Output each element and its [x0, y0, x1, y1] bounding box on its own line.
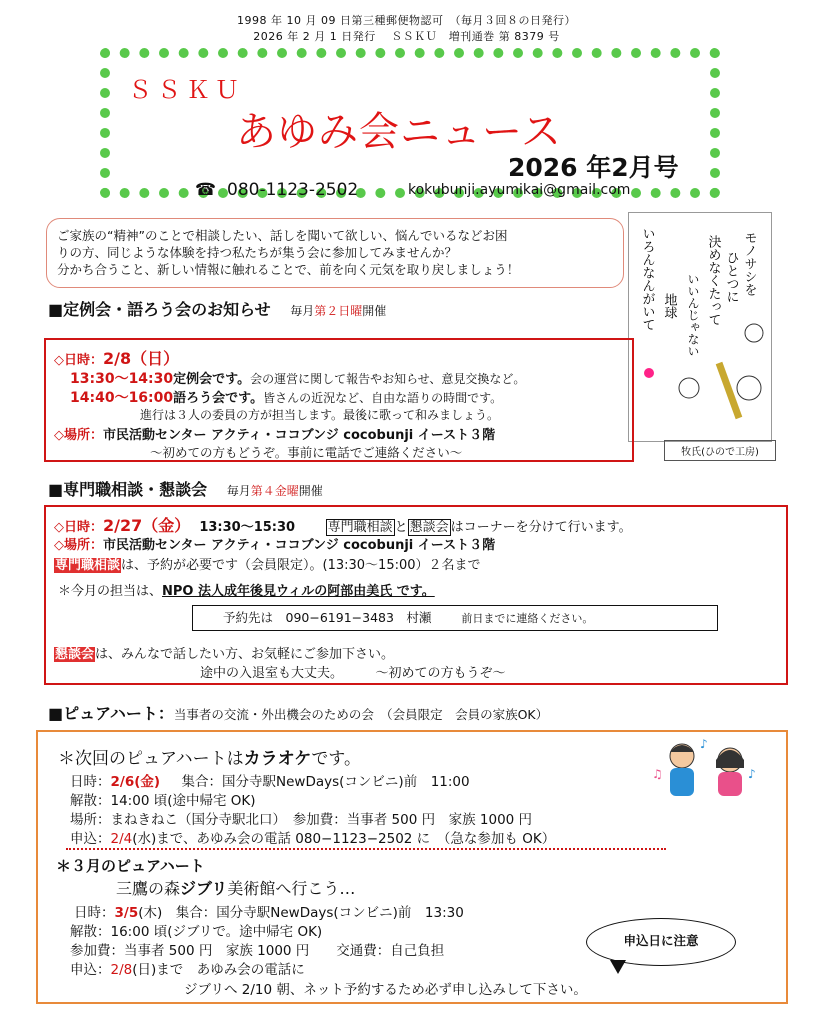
karaoke-headline-post: です。 — [311, 749, 361, 769]
section2-schedule — [227, 484, 323, 498]
phone-number: 080-1123-2502 — [227, 180, 359, 200]
issue-info-line: 2026 年 2 月 1 日発行 ＳＳＫＵ 増刊通巻 第 8379 号 — [253, 30, 560, 43]
section-divider — [66, 848, 666, 850]
section2-sub-post: 開催 — [298, 484, 323, 498]
section2-place-row — [54, 534, 495, 553]
intro-line-1: ご家族の“精神”のことで相談したい、話しを聞いて欲しい、悩んでいるなどお困 — [57, 228, 508, 243]
march-headline-post: 美術館へ行こう… — [227, 879, 356, 898]
artwork-illustration — [629, 213, 771, 441]
section1-sub-red: 第２日曜 — [314, 304, 363, 318]
march-break: 解散：16:00 頃(ジブリで。途中帰宅 OK) — [70, 924, 323, 940]
section2-tag-consult: 専門職相談 — [327, 520, 393, 535]
singers-icon — [650, 738, 760, 800]
intro-box — [46, 218, 624, 288]
issue-label: 2026 年2月号 — [508, 153, 679, 182]
section1-time1-desc: 会の運営に関して報告やお知らせ、意見交換など。 — [250, 372, 526, 386]
section1-time2: 14:40〜16:00 — [70, 390, 174, 406]
karaoke-break: 解散：14:00 頃(途中帰宅 OK) — [70, 793, 256, 809]
artwork-text-2: ひとつに — [723, 251, 739, 303]
section2-place: 市民活動センター アクティ・ココブンジ cocobunji イースト３階 — [103, 538, 496, 553]
section1-note: 進行は３人の委員の方が担当します。最後に歌って和みましょう。 — [140, 408, 500, 422]
artwork-text-3: 決めなくたって — [705, 235, 721, 326]
artwork-caption: 牧氏(ひので工房) — [664, 440, 776, 461]
intro-line-2: りの方、同じような体験を持つ私たちが集う会に参加してみませんか？ — [57, 245, 458, 260]
artwork-text-1: モノサシを — [741, 231, 757, 296]
karaoke-singers-illustration — [650, 738, 760, 800]
section2-and: と — [394, 520, 408, 535]
section1-time2-desc: 皆さんの近況など、自由な語りの時間です。 — [263, 391, 503, 405]
section2-date: 2/27（金） — [103, 516, 191, 535]
march-fee: 参加費：当事者 500 円 家族 1000 円 交通費：自己負担 — [70, 943, 445, 959]
section1-date: 2/8（日） — [103, 349, 180, 368]
calligraphy-artwork — [628, 212, 772, 442]
karaoke-date: 2/6(金) — [110, 774, 161, 790]
section2-time: 13:30〜15:30 — [199, 520, 296, 535]
karaoke-place: 場所：まねきねこ（国分寺駅北口） 参加費：当事者 500 円 家族 1000 円 — [70, 812, 533, 828]
telephone-icon: ☎ — [195, 180, 217, 200]
march-apply-label: 申込： — [70, 962, 111, 978]
section2-meeting-tag: 懇談会 — [55, 647, 95, 662]
section2-sub-pre: 毎月 — [226, 484, 251, 498]
section2-consult-text: は、予約が必要です（会員限定）。(13:30〜15:00）２名まで — [121, 558, 481, 573]
march-date: 3/5 — [114, 905, 139, 921]
section1-time2-row — [70, 387, 502, 407]
karaoke-apply-row — [70, 827, 555, 847]
section1-welcome: 〜初めての方もどうぞ。事前に電話でご連絡ください〜 — [150, 445, 463, 460]
section2-title: ■専門職相談・懇談会 — [48, 480, 208, 499]
section3-title: ■ピュアハート： — [48, 704, 174, 723]
karaoke-meeting: 集合：国分寺駅NewDays(コンビニ)前 11:00 — [181, 774, 470, 790]
march-headline-pre: 三鷹の森 — [116, 879, 181, 898]
section1-title: ■定例会・語ろう会のお知らせ — [48, 300, 271, 319]
march-note: ジブリへ 2/10 朝、ネット予約するため必ず申し込みして下さい。 — [184, 982, 587, 998]
newsletter-title: あゆみ会ニュース — [236, 109, 562, 155]
march-title: ＊３月のピュアハート — [56, 857, 205, 875]
section2-meeting-row — [54, 643, 394, 662]
section2-place-label: ◇場所： — [54, 538, 103, 553]
march-date-row — [74, 901, 464, 921]
intro-line-3: 分かち合うこと、新しい情報に触れることで、前を向く元気を取り戻しましょう！ — [57, 262, 520, 277]
march-apply-date: 2/8 — [110, 962, 133, 978]
section1-time1: 13:30〜14:30 — [70, 371, 174, 387]
section2-consult-row — [54, 554, 481, 573]
section2-staff-row — [58, 580, 435, 599]
march-date-label: 日時： — [74, 905, 115, 921]
karaoke-apply-label: 申込： — [70, 831, 111, 847]
karaoke-apply-date: 2/4 — [110, 831, 133, 847]
section1-time2-bold: 語ろう会です。 — [173, 391, 264, 406]
section1-sub-pre: 毎月 — [290, 304, 315, 318]
karaoke-date-row — [70, 770, 470, 790]
section1-place-row — [54, 424, 495, 443]
section1-time1-bold: 定例会です。 — [173, 372, 251, 387]
reservation-note: 前日までに連絡ください。 — [461, 612, 594, 625]
svg-text:♪: ♪ — [700, 738, 708, 751]
section3-heading — [48, 701, 548, 724]
email-address: kokubunji.ayumikai@gmail.com — [408, 182, 631, 198]
section2-meeting-note: 途中の入退室も大丈夫。 〜初めての方もうぞ〜 — [200, 666, 506, 681]
section1-date-row — [54, 346, 179, 369]
artwork-text-6: 地球 — [661, 293, 677, 319]
karaoke-date-label: 日時： — [70, 774, 111, 790]
postal-permit-line: 1998 年 10 月 09 日第三種郵便物認可 （毎月３回８の日発行） — [237, 14, 576, 27]
org-name: ＳＳＫＵ — [128, 76, 244, 104]
section2-date-label: ◇日時： — [54, 520, 103, 535]
march-apply-text: (日)まで あゆみ会の電話に — [132, 962, 305, 978]
section1-date-label: ◇日時： — [54, 353, 103, 368]
reservation-box — [192, 605, 718, 631]
karaoke-apply-text: (水)まで、あゆみ会の電話 080−1123−2502 に （急な参加も OK） — [132, 831, 556, 847]
deadline-callout — [586, 918, 736, 966]
section3-subtitle: 当事者の交流・外出機会のための会 （会員限定 会員の家族OK） — [173, 707, 549, 722]
karaoke-headline-bold: カラオケ — [243, 749, 312, 769]
section1-schedule — [290, 304, 386, 318]
march-headline — [116, 876, 355, 899]
phone-row — [195, 180, 358, 200]
march-meeting: (木) 集合：国分寺駅NewDays(コンビニ)前 13:30 — [138, 905, 464, 921]
section2-date-row — [54, 513, 632, 536]
ruler-doodle — [719, 363, 739, 418]
section2-sub-red: 第４金曜 — [250, 484, 299, 498]
section2-staff: NPO 法人成年後見ウィルの阿部由美氏 です。 — [162, 584, 435, 599]
section1-sub-post: 開催 — [362, 304, 387, 318]
face-doodle — [679, 378, 699, 398]
section2-consult-tag: 専門職相談 — [55, 558, 121, 573]
section2-tag-meeting: 懇談会 — [409, 520, 449, 535]
section1-place: 市民活動センター アクティ・ココブンジ cocobunji イースト３階 — [103, 428, 496, 443]
karaoke-headline-pre: ＊次回のピュアハートは — [58, 749, 244, 769]
svg-text:♪: ♪ — [748, 767, 756, 781]
artwork-text-5: いろんなんがいて — [639, 227, 655, 331]
svg-text:♫: ♫ — [652, 767, 663, 781]
artwork-text-4: いいんじゃない — [686, 273, 700, 357]
section2-heading — [48, 477, 323, 500]
section2-meeting-text: は、みんなで話したい方、お気軽にご参加下さい。 — [95, 647, 395, 662]
section1-time1-row — [70, 368, 525, 388]
section1-place-label: ◇場所： — [54, 428, 103, 443]
reservation-contact: 予約先は 090−6191−3483 村瀬 — [223, 610, 432, 625]
section2-staff-pre: ＊今月の担当は、 — [58, 584, 163, 599]
section2-corner-text: はコーナーを分けて行います。 — [450, 520, 632, 535]
deadline-callout-text: 申込日に注意 — [623, 933, 699, 948]
march-headline-bold: ジブリ — [180, 879, 228, 898]
bird-doodle — [745, 324, 763, 342]
callout-tail — [610, 960, 626, 974]
karaoke-headline — [58, 744, 361, 769]
flower-doodle — [644, 368, 654, 378]
section1-heading — [48, 297, 386, 320]
march-apply-row — [70, 958, 305, 978]
cat-doodle — [737, 376, 761, 400]
